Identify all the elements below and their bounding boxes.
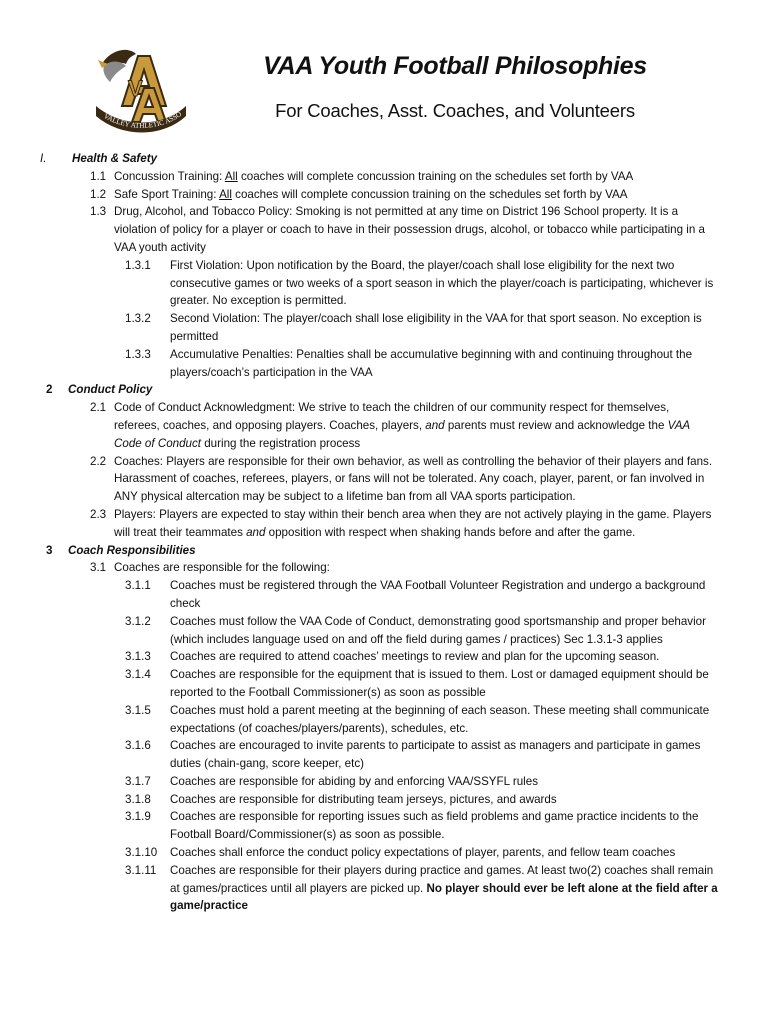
svg-text:V: V: [128, 76, 143, 101]
list-item: 1.2 Safe Sport Training: All coaches will complete concussion training on the schedules set forth by VAA: [90, 187, 628, 201]
svg-text:VALLEY ATHLETIC ASSOCIATION: VALLEY ATHLETIC ASSO: [102, 110, 184, 130]
section-number: 2: [46, 383, 53, 397]
list-subitem: 3.1.10 Coaches shall enforce the conduct policy expectations of player, parents, and fellow team coaches: [125, 846, 676, 860]
page-title: VAA Youth Football Philosophies: [263, 52, 647, 80]
document-body: [0, 150, 770, 915]
section-heading: [0, 542, 770, 560]
page-subtitle: For Coaches, Asst. Coaches, and Volunteers: [275, 100, 635, 121]
list-item: 2.1 Code of Conduct Acknowledgment: We strive to teach the children of our community respect for themselves, referees, coaches, and opposing players. Coaches, players, and parents must review and acknowledge the VAA Code of Conduct during the registration process: [90, 401, 690, 450]
list-item: 3.1 Coaches are responsible for the following:: [90, 561, 330, 575]
list-subitem: 3.1.5 Coaches must hold a parent meeting at the beginning of each season. These meeting shall communicate expectations (of coaches/players/parents), schedules, etc.: [125, 703, 710, 735]
list-subitem: 3.1.4 Coaches are responsible for the equipment that is issued to them. Lost or damaged equipment should be reported to the Football Commissioner(s) as soon as possible: [125, 668, 709, 699]
list-subitem: 1.3.3 Accumulative Penalties: Penalties shall be accumulative beginning with and continuing throughout the players/coach’s participation in the VAA: [125, 347, 693, 379]
section-heading: [0, 381, 770, 399]
list-item: 2.3 Players: Players are expected to stay within their bench area when they are not actively playing in the game. Players will treat their teammates and opposition with respect when shaking hands before and after the game.: [90, 507, 712, 539]
list-subitem: 3.1.2 Coaches must follow the VAA Code of Conduct, demonstrating good sportsmanship and proper behavior (which includes language used on and off the field during games / practices) Sec 1.3.1-3 applies: [125, 614, 706, 646]
list-subitem: 1.3.2 Second Violation: The player/coach shall lose eligibility in the VAA for that sport season. No exception is permitted: [125, 312, 702, 343]
eagle-logo-icon: [92, 44, 190, 136]
section-title: Conduct Policy: [68, 383, 153, 397]
list-item: 1.1 Concussion Training: All coaches will complete concussion training on the schedules set forth by VAA: [90, 169, 634, 183]
list-subitem: 3.1.6 Coaches are encouraged to invite parents to participate to assist as managers and participate in games duties (chain-gang, score keeper, etc): [125, 739, 701, 771]
section-number: I.: [40, 152, 47, 165]
list-subitem: 3.1.11 Coaches are responsible for their players during practice and games. At least two(2) coaches shall remain at games/practices until all players are picked up. No player should ever be left alone at the field after a game/practice: [125, 863, 718, 913]
list-subitem: 3.1.8 Coaches are responsible for distributing team jerseys, pictures, and awards: [125, 792, 557, 806]
section-number: 3: [46, 543, 53, 557]
list-item: 2.2 Coaches: Players are responsible for their own behavior, as well as controlling the behavior of their players and fans. Harassment of coaches, referees, players, or fans will not be tolerated. Any coach, player, parent, or fan involved in ANY physical altercation may be subject to a lifetime ban from all VAA sports participation.: [90, 454, 713, 504]
list-subitem: 3.1.7 Coaches are responsible for abiding by and enforcing VAA/SSYFL rules: [125, 774, 538, 788]
vaa-logo: [92, 44, 190, 136]
list-subitem: 3.1.9 Coaches are responsible for reporting issues such as field problems and game practice incidents to the Football Board/Commissioner(s) as soon as possible.: [125, 810, 699, 842]
list-subitem: 3.1.3 Coaches are required to attend coaches’ meetings to review and plan for the upcoming season.: [125, 650, 660, 664]
section-title: Coach Responsibilities: [68, 543, 196, 557]
list-item: 1.3 Drug, Alcohol, and Tobacco Policy: Smoking is not permitted at any time on District 196 School property. It is a violation of policy for a player or coach to have in their possession drugs, alcohol, or tobacco while participating in a VAA youth activity: [90, 205, 705, 254]
list-subitem: 3.1.1 Coaches must be registered through the VAA Football Volunteer Registration and undergo a background check: [125, 579, 706, 610]
section-heading: [0, 150, 770, 168]
section-title: Health & Safety: [72, 152, 158, 165]
list-subitem: 1.3.1 First Violation: Upon notification by the Board, the player/coach shall lose eligibility for the next two consecutive games or two weeks of a sport season in which the player/coach is participating, whichever is greater. No exception is permitted.: [125, 258, 714, 308]
